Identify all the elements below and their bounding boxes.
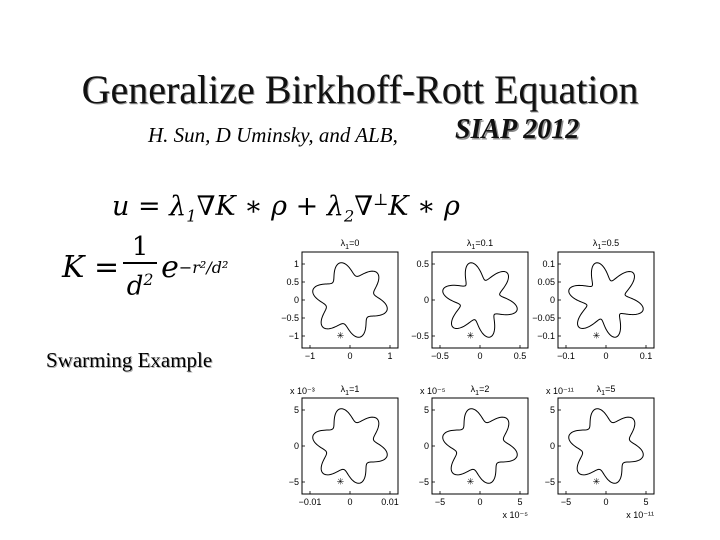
marker-point: ✳ <box>466 476 475 487</box>
eq-sub: 1 <box>186 206 197 226</box>
eq-part: ∇K ∗ ρ + λ <box>196 191 344 222</box>
marker-point: ✳ <box>592 330 601 341</box>
y-tick-label: 0.1 <box>542 259 555 269</box>
marker-point: ✳ <box>466 330 475 341</box>
swarm-curve <box>313 409 388 484</box>
plot-title: $\lambda_1=1$ <box>340 384 360 397</box>
y-tick-label: 0.5 <box>286 277 299 287</box>
x-exponent-label: x 10⁻⁵ <box>502 510 528 520</box>
x-tick-label: 1 <box>387 351 393 361</box>
x-tick-label: 0 <box>347 497 353 507</box>
y-exponent-label: x 10⁻⁵ <box>420 386 446 396</box>
eq-part: ∇ <box>354 191 374 222</box>
plot-title: $\lambda_1=0$ <box>340 238 360 251</box>
plot-title: $\lambda_1=5$ <box>596 384 616 397</box>
x-tick-label: 0 <box>477 351 483 361</box>
x-tick-label: 0.01 <box>381 497 399 507</box>
x-tick-label: 0 <box>347 351 353 361</box>
x-tick-label: −5 <box>560 497 572 507</box>
swarming-label: Swarming Example <box>46 348 213 372</box>
y-tick-label: 0 <box>293 295 299 305</box>
x-tick-label: 0 <box>603 497 609 507</box>
y-tick-label: −5 <box>418 477 429 487</box>
swarm-curve <box>313 263 388 338</box>
y-tick-label: 0.5 <box>416 259 429 269</box>
kernel-exponent: −r²/d² <box>178 257 229 277</box>
plot-frame <box>558 252 654 348</box>
x-tick-label: 0.5 <box>513 351 527 361</box>
y-tick-label: −5 <box>544 477 555 487</box>
eq-sup: ⊥ <box>373 190 389 209</box>
plot-frame <box>302 398 398 494</box>
y-tick-label: 0 <box>423 295 429 305</box>
plot-frame <box>558 398 654 494</box>
y-exponent-label: x 10⁻¹¹ <box>546 386 574 396</box>
swarm-curve <box>569 263 643 337</box>
x-tick-label: 0 <box>477 497 483 507</box>
y-tick-label: 1 <box>293 259 299 269</box>
swarm-curve <box>443 263 517 337</box>
plot-frame <box>432 398 528 494</box>
journal-citation: SIAP 2012 <box>455 114 580 145</box>
y-tick-label: 0 <box>549 295 555 305</box>
kernel-exp-base: e <box>161 249 179 285</box>
y-tick-label: −0.05 <box>532 313 555 323</box>
x-exponent-label: x 10⁻¹¹ <box>626 510 654 520</box>
x-tick-label: −1 <box>304 351 316 361</box>
plot-frame <box>302 252 398 348</box>
x-tick-label: 5 <box>517 497 523 507</box>
y-tick-label: 0 <box>423 441 429 451</box>
y-tick-label: −5 <box>288 477 299 487</box>
y-tick-label: −0.1 <box>537 331 555 341</box>
eq-sub: 2 <box>343 206 355 226</box>
slide-title: Generalize Birkhoff-Rott Equation <box>81 67 639 112</box>
y-tick-label: 5 <box>549 405 555 415</box>
x-tick-label: −0.5 <box>431 351 449 361</box>
plot-title: $\lambda_1=0.5$ <box>592 238 620 251</box>
plot-title: $\lambda_1=0.1$ <box>466 238 494 251</box>
eq-part: u = λ <box>112 191 187 222</box>
marker-point: ✳ <box>336 476 345 487</box>
y-tick-label: 0 <box>549 441 555 451</box>
y-tick-label: −1 <box>288 331 299 341</box>
x-tick-label: 0.1 <box>639 351 653 361</box>
y-tick-label: 0.05 <box>537 277 555 287</box>
kernel-lhs: K = <box>62 249 120 285</box>
y-exponent-label: x 10⁻³ <box>290 386 315 396</box>
y-tick-label: 5 <box>423 405 429 415</box>
y-tick-label: −0.5 <box>411 331 429 341</box>
x-tick-label: 5 <box>643 497 649 507</box>
plot-title: $\lambda_1=2$ <box>470 384 490 397</box>
marker-point: ✳ <box>592 476 601 487</box>
swarm-curve <box>569 409 644 484</box>
x-tick-label: 0 <box>603 351 609 361</box>
plot-frame <box>432 252 528 348</box>
y-tick-label: 5 <box>293 405 299 415</box>
x-tick-label: −0.1 <box>557 351 575 361</box>
marker-point: ✳ <box>336 330 345 341</box>
y-tick-label: 0 <box>293 441 299 451</box>
kernel-den-exp: 2 <box>143 271 154 289</box>
authors-line: H. Sun, D Uminsky, and ALB, <box>148 123 398 147</box>
kernel-den-base: d <box>126 271 144 302</box>
y-tick-label: −0.5 <box>281 313 299 323</box>
eq-part: K ∗ ρ <box>388 191 460 222</box>
kernel-numerator: 1 <box>131 232 149 262</box>
x-tick-label: −5 <box>434 497 446 507</box>
x-tick-label: −0.01 <box>298 497 322 507</box>
swarm-curve <box>443 409 518 484</box>
